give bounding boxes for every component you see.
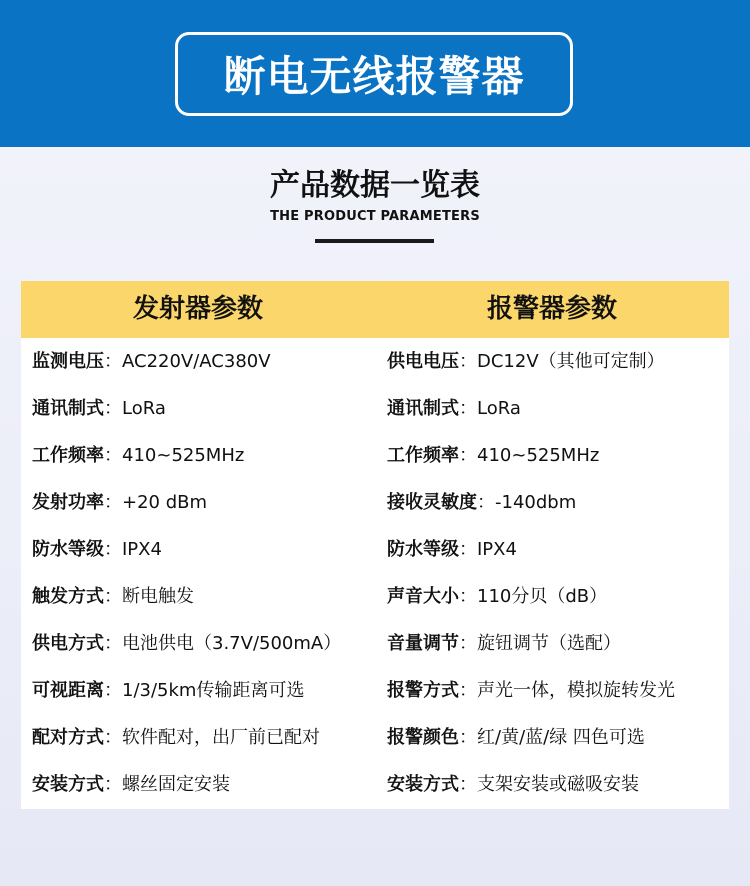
param-label: 可视距离: [32, 680, 104, 701]
header-alarm-params: 报警器参数: [486, 294, 617, 324]
alarm-param: [387, 338, 729, 385]
param-value: LoRa: [477, 398, 521, 419]
table-header-row: [21, 281, 729, 338]
alarm-param: [387, 761, 729, 808]
param-separator: ：: [459, 445, 477, 466]
transmitter-param: [32, 385, 377, 432]
alarm-param: [387, 526, 729, 573]
alarm-param: [387, 573, 729, 620]
param-value: 410~525MHz: [477, 445, 600, 466]
param-label: 安装方式: [387, 774, 459, 795]
title-frame: [175, 32, 573, 116]
param-separator: ：: [459, 633, 477, 654]
table-row: [21, 526, 729, 573]
table-row: [21, 761, 729, 808]
param-value: AC220V/AC380V: [122, 351, 271, 372]
param-separator: ：: [459, 727, 477, 748]
param-label: 通讯制式: [387, 398, 459, 419]
param-separator: ：: [459, 680, 477, 701]
param-separator: ：: [104, 398, 122, 419]
param-value: IPX4: [477, 539, 517, 560]
table-row: [21, 432, 729, 479]
param-value: 断电触发: [122, 586, 194, 607]
param-label: 安装方式: [32, 774, 104, 795]
alarm-param: [387, 479, 729, 526]
param-value: -140dbm: [495, 492, 577, 513]
param-separator: ：: [459, 774, 477, 795]
param-separator: ：: [477, 492, 495, 513]
param-value: 软件配对，出厂前已配对: [122, 727, 320, 748]
param-value: 1/3/5km传输距离可选: [122, 680, 305, 701]
param-separator: ：: [104, 492, 122, 513]
page-title: 断电无线报警器: [223, 52, 525, 101]
param-separator: ：: [459, 586, 477, 607]
param-value: 声光一体，模拟旋转发光: [477, 680, 675, 701]
section-title: 产品数据一览表: [270, 168, 480, 203]
param-value: 电池供电（3.7V/500mA）: [122, 633, 342, 654]
table-row: [21, 573, 729, 620]
transmitter-param: [32, 573, 377, 620]
transmitter-param: [32, 432, 377, 479]
table-row: [21, 667, 729, 714]
param-separator: ：: [459, 398, 477, 419]
param-label: 供电方式: [32, 633, 104, 654]
param-label: 触发方式: [32, 586, 104, 607]
param-value: 旋钮调节（选配）: [477, 633, 621, 654]
param-value: LoRa: [122, 398, 166, 419]
param-label: 报警方式: [387, 680, 459, 701]
param-value: 红/黄/蓝/绿 四色可选: [477, 727, 645, 748]
transmitter-param: [32, 761, 377, 808]
alarm-param: [387, 432, 729, 479]
table-row: [21, 620, 729, 667]
param-separator: ：: [104, 445, 122, 466]
param-value: 110分贝（dB）: [477, 586, 608, 607]
param-label: 报警颜色: [387, 727, 459, 748]
transmitter-param: [32, 526, 377, 573]
param-value: 支架安装或磁吸安装: [477, 774, 639, 795]
param-separator: ：: [459, 539, 477, 560]
header-transmitter-params: 发射器参数: [132, 294, 263, 324]
param-separator: ：: [104, 586, 122, 607]
alarm-param: [387, 667, 729, 714]
param-label: 发射功率: [32, 492, 104, 513]
transmitter-param: [32, 714, 377, 761]
param-label: 配对方式: [32, 727, 104, 748]
table-row: [21, 385, 729, 432]
transmitter-param: [32, 667, 377, 714]
param-label: 声音大小: [387, 586, 459, 607]
section-subtitle: THE PRODUCT PARAMETERS: [270, 209, 480, 224]
param-label: 工作频率: [32, 445, 104, 466]
alarm-param: [387, 714, 729, 761]
transmitter-param: [32, 338, 377, 385]
param-separator: ：: [459, 351, 477, 372]
param-label: 工作频率: [387, 445, 459, 466]
table-row: [21, 714, 729, 761]
parameters-table: [21, 281, 729, 809]
title-banner: [0, 0, 750, 147]
param-label: 监测电压: [32, 351, 104, 372]
param-separator: ：: [104, 774, 122, 795]
alarm-param: [387, 620, 729, 667]
param-label: 防水等级: [387, 539, 459, 560]
table-row: [21, 479, 729, 526]
param-separator: ：: [104, 539, 122, 560]
param-label: 音量调节: [387, 633, 459, 654]
param-separator: ：: [104, 727, 122, 748]
param-separator: ：: [104, 633, 122, 654]
param-separator: ：: [104, 680, 122, 701]
title-underline: [315, 239, 434, 243]
transmitter-param: [32, 479, 377, 526]
param-label: 供电电压: [387, 351, 459, 372]
param-separator: ：: [104, 351, 122, 372]
param-value: 螺丝固定安装: [122, 774, 230, 795]
transmitter-param: [32, 620, 377, 667]
param-label: 接收灵敏度: [387, 492, 477, 513]
param-value: +20 dBm: [122, 492, 208, 513]
param-value: 410~525MHz: [122, 445, 245, 466]
param-value: IPX4: [122, 539, 162, 560]
param-value: DC12V（其他可定制）: [477, 351, 665, 372]
param-label: 防水等级: [32, 539, 104, 560]
alarm-param: [387, 385, 729, 432]
table-row: [21, 338, 729, 385]
param-label: 通讯制式: [32, 398, 104, 419]
